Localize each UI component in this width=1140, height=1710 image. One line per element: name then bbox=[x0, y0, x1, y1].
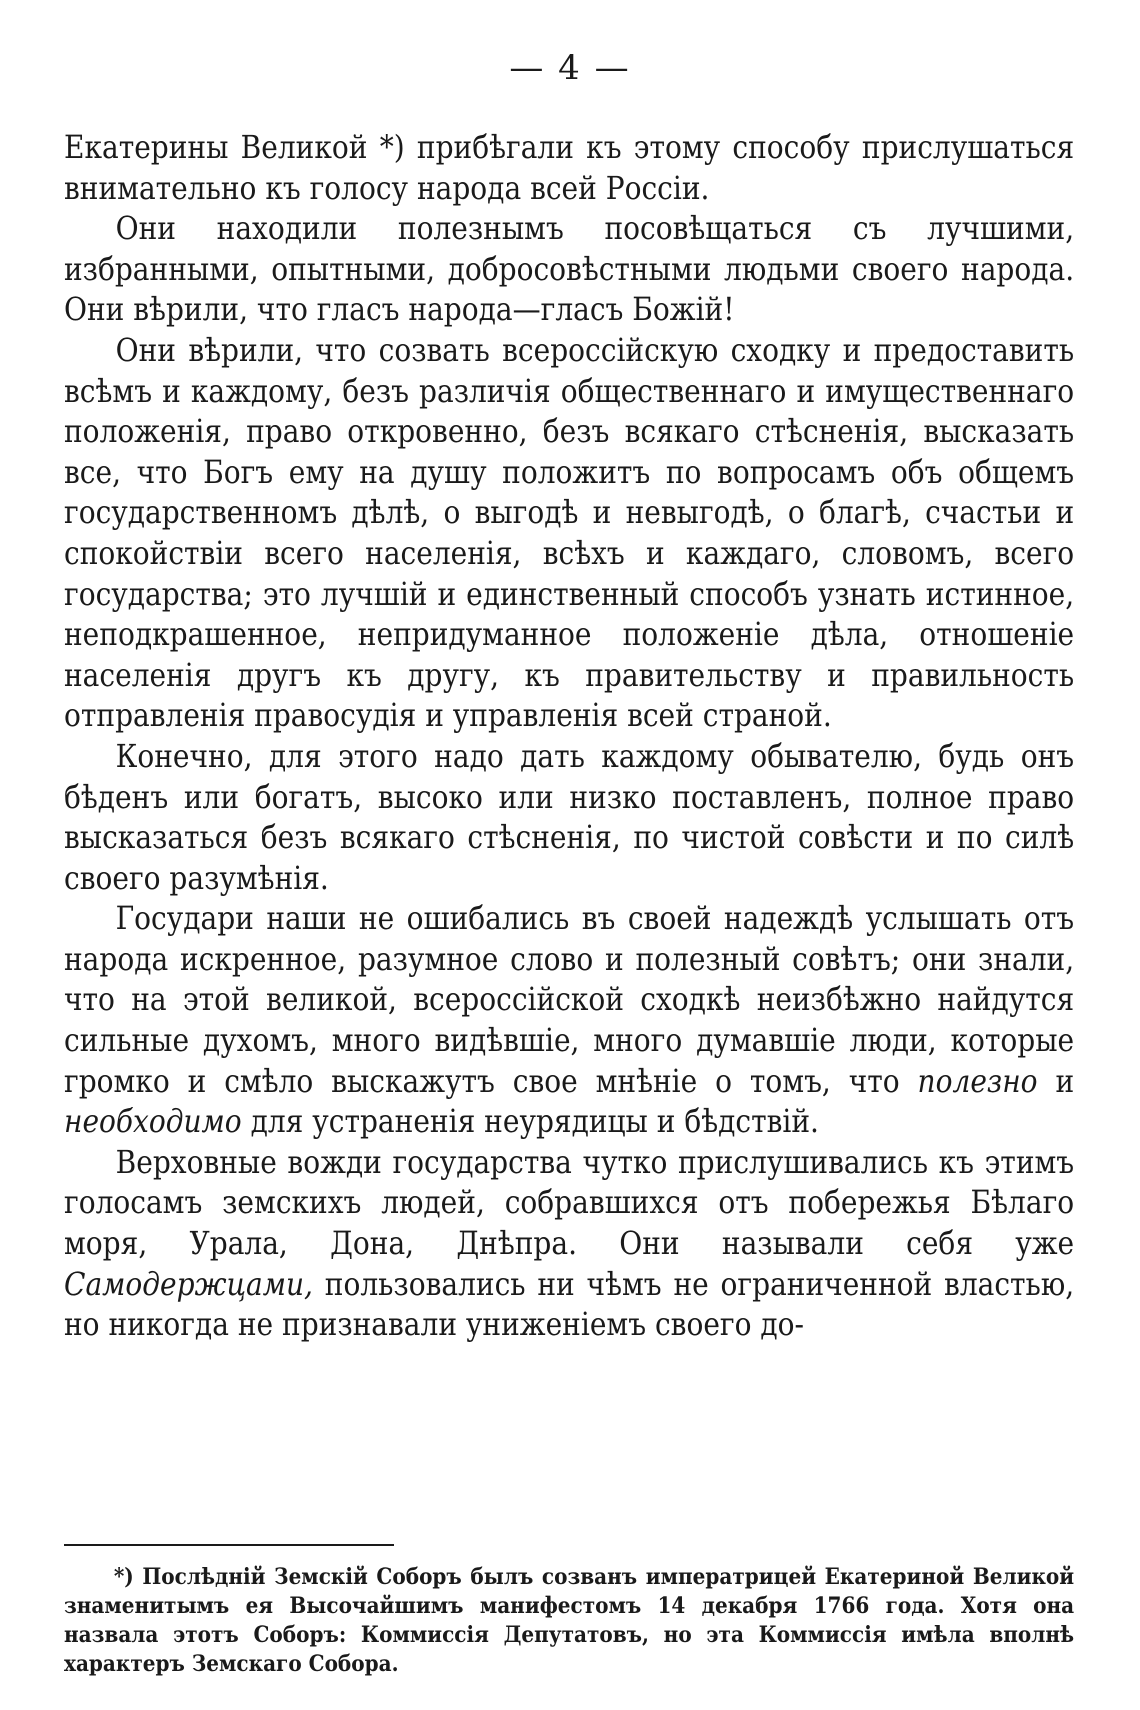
page-number: — 4 — bbox=[509, 48, 631, 88]
paragraph-3: Они вѣрили, что созвать всероссійскую сходку и предоставить всѣмъ и каждому, безъ различія общественнаго и имущественнаго положенія, право откровенно, безъ всякаго стѣсненія, высказать все, что Богъ ему на душу положитъ по вопросамъ объ общемъ государственномъ дѣлѣ, о выгодѣ и невыгодѣ, о благѣ, счастьи и спокойствіи всего населенія, всѣхъ и каждаго, словомъ, всего государства; это лучшій и единственный способъ узнать истинное, неподкрашенное, непридуманное положеніе дѣла, отношеніе населенія другъ къ другу, къ правительству и правильность отправленія правосудія и управленія всей страной. bbox=[64, 332, 1075, 735]
footnote-text: *) Послѣдній Земскій Соборъ былъ созванъ императрицей Екатериной Великой знаменитымъ ея Высочайшимъ манифестомъ 14 декабря 1766 года. Хотя она назвала этотъ Соборъ: Коммиссія Депутатовъ, но эта Коммиссія имѣла вполнѣ характеръ Земскаго Собора. bbox=[64, 1564, 1075, 1677]
paragraph-1 bbox=[64, 128, 1074, 209]
paragraph-5-text-end: для устраненія неурядицы и бѣдствій. bbox=[241, 1104, 819, 1141]
paragraph-6-text-end: пользовались ни чѣмъ не ограниченной властью, но никогда не признавали униженіемъ своего до- bbox=[64, 1266, 1075, 1344]
italic-word-necessary: необходимо bbox=[64, 1104, 242, 1141]
paragraph-5-text-start: Государи наши не ошибались въ своей надеждѣ услышать отъ народа искренное, разумное слово и полезный совѣтъ; они знали, что на этой великой, всероссійской сходкѣ неизбѣжно найдутся сильные духомъ, много видѣвшіе, много думавшіе люди, которые громко и смѣло выскажутъ свое мнѣніе о томъ, что bbox=[64, 901, 1075, 1100]
paragraph-2: Они находили полезнымъ посовѣщаться съ лучшими, избранными, опытными, добросовѣстными людьми своего народа. Они вѣрили, что гласъ народа—гласъ Божій! bbox=[64, 211, 1075, 329]
paragraph-1-text-end: прибѣгали къ этому способу прислушаться внимательно къ голосу народа всей Россіи. bbox=[64, 130, 1075, 207]
footnote-separator bbox=[64, 1544, 394, 1546]
paragraph-5-text-middle: и bbox=[1037, 1063, 1075, 1100]
italic-word-autocrats: Самодержцами, bbox=[64, 1266, 313, 1303]
footnote-reference: *) bbox=[379, 130, 405, 166]
paragraph-6-text-start: Верховные вожди государства чутко прислушивались къ этимъ голосамъ земскихъ людей, собравшихся отъ побережья Бѣлаго моря, Урала, Дона, Днѣпра. Они называли себя уже bbox=[64, 1144, 1075, 1263]
body-text bbox=[64, 128, 1074, 1346]
footnote bbox=[64, 1563, 1074, 1679]
paragraph-6 bbox=[64, 1143, 1074, 1346]
paragraph-5 bbox=[64, 899, 1074, 1143]
paragraph-4: Конечно, для этого надо дать каждому обывателю, будь онъ бѣденъ или богатъ, высоко или низко поставленъ, полное право высказаться безъ всякаго стѣсненія, по чистой совѣсти и по силѣ своего разумѣнія. bbox=[64, 738, 1075, 897]
italic-word-useful: полезно bbox=[917, 1063, 1038, 1100]
paragraph-1-text-start: Екатерины Великой bbox=[64, 130, 380, 166]
